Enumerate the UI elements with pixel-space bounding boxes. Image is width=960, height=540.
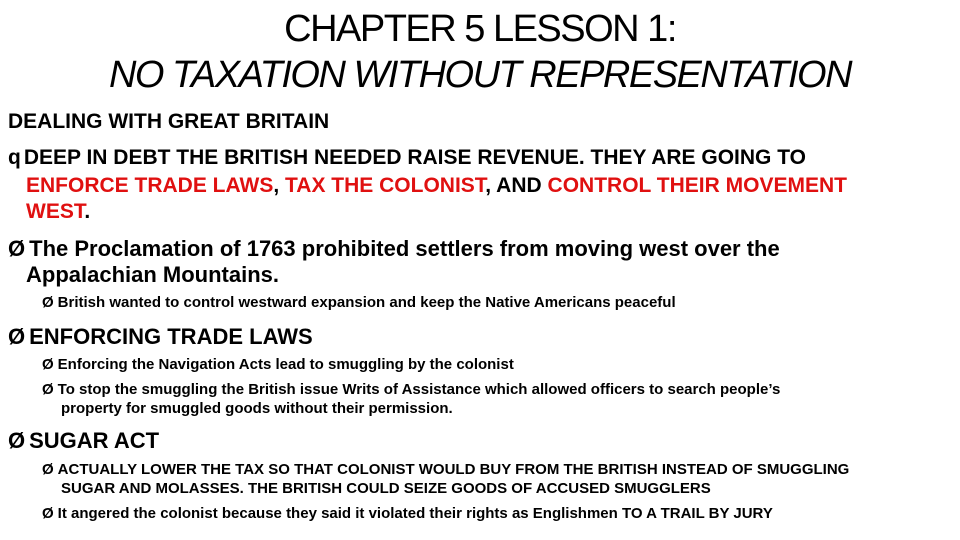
sugar-item-2 xyxy=(42,505,773,523)
proclamation-bullet xyxy=(8,236,780,262)
arrow-bullet-icon: Ø xyxy=(8,324,26,349)
trade-item-1-text: Enforcing the Navigation Acts lead to smuggling by the colonist xyxy=(57,356,514,373)
trade-item-2-line2: property for smuggled goods without their permission. xyxy=(61,400,453,417)
debt-end-period: . xyxy=(84,200,91,223)
sugar-heading: SUGAR ACT xyxy=(29,428,160,453)
proclamation-line2: Appalachian Mountains. xyxy=(26,262,280,287)
sugar-item-1-line1: ACTUALLY LOWER THE TAX SO THAT COLONIST WOULD BUY FROM THE BRITISH INSTEAD OF SMUGGLING xyxy=(57,461,850,478)
debt-text-line3 xyxy=(26,200,90,224)
arrow-bullet-icon: Ø xyxy=(42,505,54,522)
sugar-item-1 xyxy=(42,461,849,479)
arrow-bullet-icon: Ø xyxy=(42,294,54,311)
trade-heading: ENFORCING TRADE LAWS xyxy=(29,324,313,349)
debt-bullet xyxy=(8,146,806,170)
sugar-item-2-text: It angered the colonist because they said it violated their rights as Englishmen TO A TRAIL BY JURY xyxy=(57,505,773,522)
slide-title: CHAPTER 5 LESSON 1: xyxy=(284,8,676,50)
trade-heading-bullet xyxy=(8,324,313,350)
debt-text-line2 xyxy=(26,174,847,198)
section-heading-great-britain: DEALING WITH GREAT BRITAIN xyxy=(8,110,330,133)
arrow-bullet-icon: Ø xyxy=(8,428,26,453)
proclamation-line1: The Proclamation of 1763 prohibited settlers from moving west over the xyxy=(29,236,780,261)
control-movement-text: CONTROL THEIR MOVEMENT xyxy=(547,174,847,197)
proclamation-sub-bullet xyxy=(42,294,676,312)
trade-item-2 xyxy=(42,381,780,399)
separator-2: , AND xyxy=(485,174,548,197)
arrow-bullet-icon: Ø xyxy=(8,236,26,261)
arrow-bullet-icon: Ø xyxy=(42,381,54,398)
checkbox-bullet-icon: q xyxy=(8,146,21,169)
slide-subtitle: NO TAXATION WITHOUT REPRESENTATION xyxy=(108,54,852,96)
trade-item-1 xyxy=(42,356,514,374)
arrow-bullet-icon: Ø xyxy=(42,356,54,373)
sugar-heading-bullet xyxy=(8,428,159,454)
west-text: WEST xyxy=(26,200,85,223)
debt-text-line1: DEEP IN DEBT THE BRITISH NEEDED RAISE REVENUE. THEY ARE GOING TO xyxy=(23,146,807,169)
tax-colonist-text: TAX THE COLONIST xyxy=(285,174,486,197)
enforce-trade-laws-text: ENFORCE TRADE LAWS xyxy=(26,174,274,197)
proclamation-sub-text: British wanted to control westward expansion and keep the Native Americans peaceful xyxy=(57,294,676,311)
trade-item-2-line1: To stop the smuggling the British issue Writs of Assistance which allowed officers to search people’s xyxy=(57,381,781,398)
sugar-item-1-line2: SUGAR AND MOLASSES. THE BRITISH COULD SEIZE GOODS OF ACCUSED SMUGGLERS xyxy=(61,480,711,497)
separator-1: , xyxy=(273,174,286,197)
arrow-bullet-icon: Ø xyxy=(42,461,54,478)
